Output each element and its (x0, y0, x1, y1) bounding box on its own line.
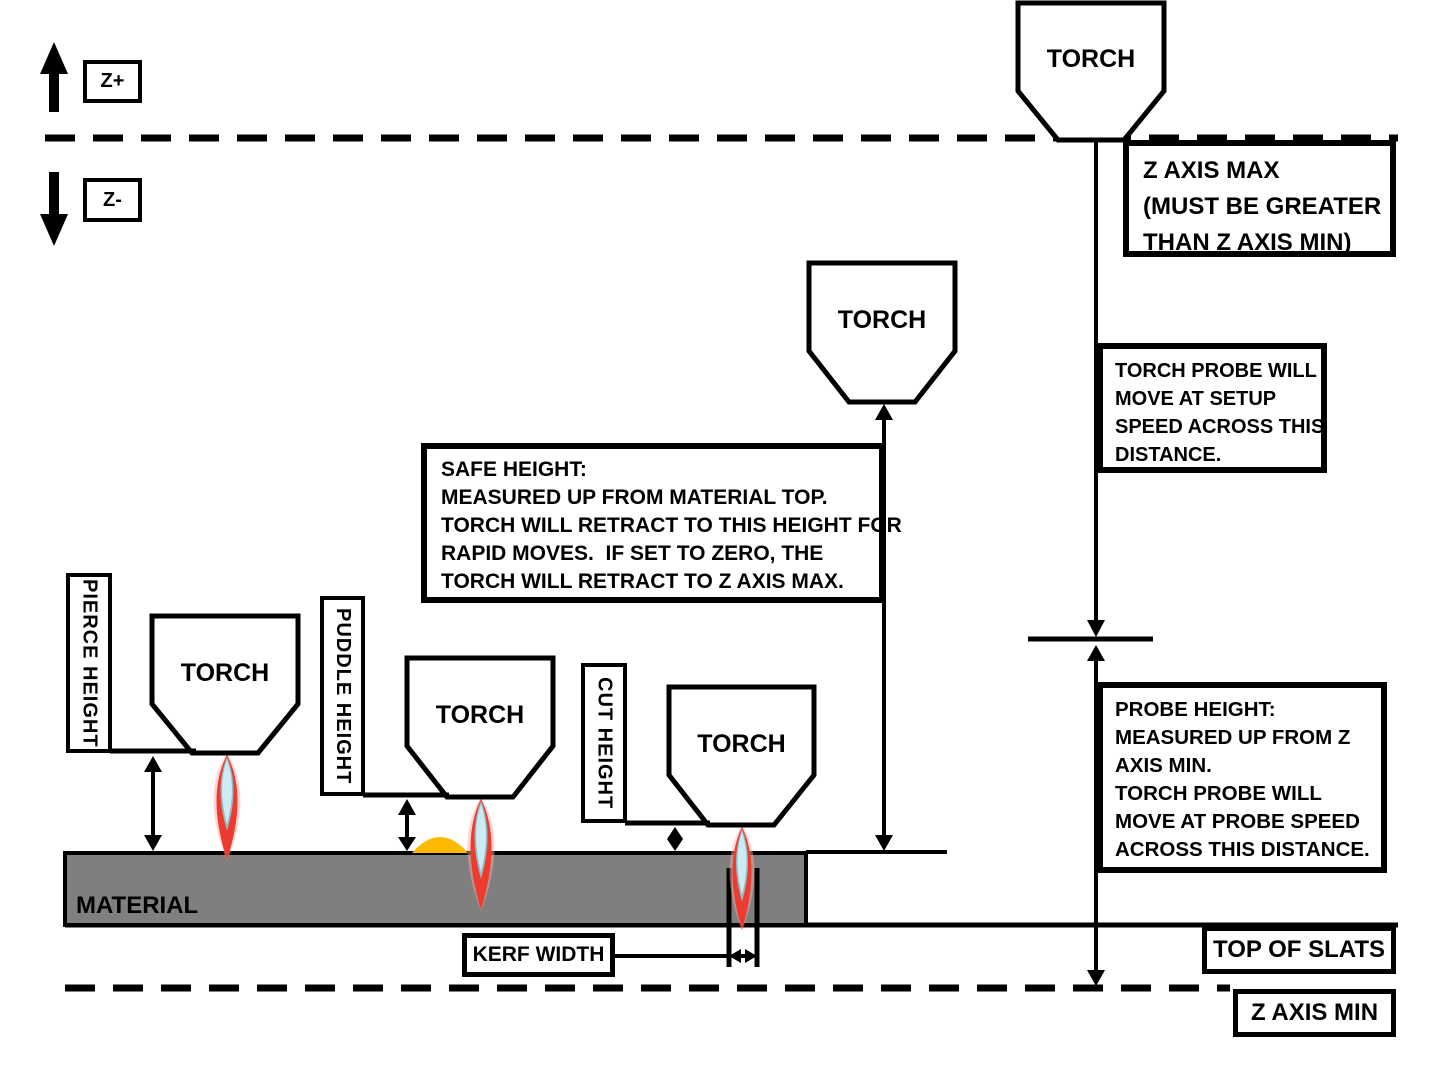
z-minus-arrow (40, 172, 68, 246)
z-plus-label: Z+ (100, 70, 125, 92)
setup-speed-line: MOVE AT SETUP (1115, 388, 1277, 410)
safe-height-torch-label: TORCH (837, 306, 927, 334)
z-minus-label-box (83, 178, 142, 222)
z-axis-max-line: (MUST BE GREATER (1143, 193, 1382, 220)
puddle-torch-label: TORCH (435, 701, 525, 729)
safe-height-line: SAFE HEIGHT: (441, 458, 587, 481)
molten-puddle (412, 837, 468, 853)
safe-height-callout (421, 443, 902, 603)
z-minus-label: Z- (103, 188, 122, 211)
z-axis-min-label: Z AXIS MIN (1250, 999, 1379, 1026)
z-axis-max-line: Z AXIS MAX (1143, 157, 1280, 184)
probe-height-callout (1097, 682, 1387, 873)
safe-height-line: MEASURED UP FROM MATERIAL TOP. (441, 486, 828, 509)
z-axis-min-label-box (1233, 989, 1396, 1037)
probe-height-line: ACROSS THIS DISTANCE. (1115, 838, 1370, 861)
setup-speed-line: TORCH PROBE WILL (1115, 360, 1317, 382)
setup-speed-line: DISTANCE. (1115, 444, 1222, 466)
material-label: MATERIAL (76, 892, 199, 919)
cut-torch-label: TORCH (697, 730, 786, 758)
z-max-torch-label: TORCH (1046, 45, 1136, 73)
probe-height-line: MEASURED UP FROM Z (1115, 726, 1351, 749)
cut-height-label-box (581, 663, 627, 823)
kerf-width-arrow (729, 949, 757, 963)
puddle-height-arrow (398, 799, 416, 851)
top-of-slats-label-box (1202, 926, 1396, 974)
puddle-height-label: PUDDLE HEIGHT (332, 607, 354, 785)
safe-height-line: RAPID MOVES. IF SET TO ZERO, THE (441, 542, 824, 565)
z-axis-max-line: THAN Z AXIS MIN) (1143, 229, 1352, 256)
pierce-height-label-box (66, 573, 112, 753)
setup-speed-callout (1097, 343, 1327, 473)
safe-height-line: TORCH WILL RETRACT TO Z AXIS MAX. (441, 570, 844, 593)
probe-height-line: TORCH PROBE WILL (1115, 782, 1322, 805)
setup-speed-line: SPEED ACROSS THIS (1115, 416, 1325, 438)
z-axis-max-callout (1123, 140, 1396, 257)
pierce-torch-label: TORCH (180, 659, 270, 687)
safe-height-line: TORCH WILL RETRACT TO THIS HEIGHT FOR (441, 514, 902, 537)
cut-height-label: CUT HEIGHT (593, 676, 616, 810)
probe-height-line: MOVE AT PROBE SPEED (1115, 810, 1360, 833)
pierce-height-label: PIERCE HEIGHT (78, 578, 101, 748)
kerf-width-label-box (462, 933, 615, 977)
z-plus-arrow (40, 42, 68, 112)
top-of-slats-label: TOP OF SLATS (1212, 936, 1386, 963)
kerf-width-label: KERF WIDTH (472, 943, 605, 966)
probe-height-line: PROBE HEIGHT: (1115, 698, 1276, 721)
z-plus-label-box (83, 60, 142, 103)
pierce-height-arrow (144, 756, 162, 851)
cut-height-arrow (667, 827, 683, 851)
probe-height-line: AXIS MIN. (1115, 754, 1212, 777)
puddle-height-label-box (320, 596, 365, 796)
pierce-flame (214, 753, 241, 861)
